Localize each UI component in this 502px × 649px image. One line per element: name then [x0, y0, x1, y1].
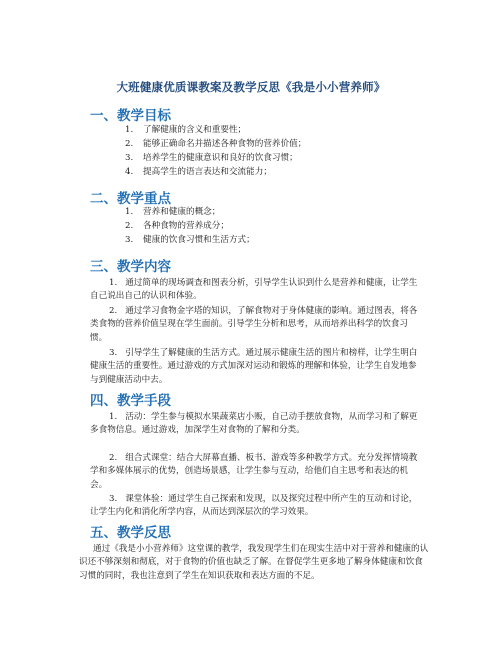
paragraph-text: 课堂体验：通过学生自己探索和发现，以及探究过程中所产生的互动和讨论，让学生内化和消化所学内容，从而达到深层次的学习效果。 — [90, 493, 418, 518]
section-heading-content: 三、教学内容 — [90, 259, 171, 275]
paragraph-text: 活动：学生参与模拟水果蔬菜店小贩，自己动手摆放食物，从而学习和了解更多食物信息。通过游戏，加深学生对食物的了解和分类。 — [90, 411, 418, 436]
list-item-number: 2. — [125, 139, 134, 149]
paragraph-text: 组合式课堂：结合大屏幕直播、板书、游戏等多种教学方式。充分发挥情境教学和多媒体展示的优势，创造场景感，让学生参与互动，给他们自主思考和表达的机会。 — [90, 452, 418, 490]
paragraph-number: 3. — [109, 347, 118, 358]
paragraph-number: 2. — [109, 305, 118, 316]
content-paragraph — [90, 277, 420, 304]
list-item-number: 1. — [125, 207, 134, 217]
document-title: 大班健康优质课教案及教学反思《我是小小营养师》 — [116, 80, 386, 94]
section-heading-key-points: 二、教学重点 — [90, 191, 171, 207]
content-paragraph — [90, 347, 420, 388]
paragraph-text: 引导学生了解健康的生活方式。通过展示健康生活的图片和榜样，让学生明白健康生活的重要性。通过游戏的方式加深对运动和锻炼的理解和体验，让学生自发地参与到健康活动中去。 — [90, 347, 418, 385]
list-item-text: 能够正确命名并描述各种食物的营养价值； — [143, 139, 307, 149]
list-item-number: 3. — [125, 153, 134, 163]
list-item-text: 健康的饮食习惯和生活方式； — [143, 235, 255, 245]
paragraph-text: 通过学习食物金字塔的知识，了解食物对于身体健康的影响。通过图表，将各类食物的营养价值呈现在学生面前。引导学生分析和思考，从而培养出科学的饮食习惯。 — [90, 305, 418, 343]
methods-paragraph — [90, 493, 420, 520]
list-item-number: 3. — [125, 235, 134, 245]
content-paragraph — [90, 305, 420, 346]
paragraph-number: 1. — [109, 411, 118, 422]
list-item-text: 各种食物的营养成分； — [143, 221, 229, 231]
section-heading-objectives: 一、教学目标 — [90, 108, 171, 124]
list-item-number: 2. — [125, 221, 134, 231]
paragraph-number: 2. — [109, 452, 118, 463]
section-heading-methods: 四、教学手段 — [90, 393, 171, 409]
section-heading-reflection: 五、教学反思 — [90, 525, 171, 541]
list-item-number: 1. — [125, 125, 134, 135]
list-item-text: 了解健康的含义和重要性； — [143, 125, 247, 135]
methods-paragraph — [90, 411, 420, 438]
paragraph-number: 1. — [109, 277, 118, 288]
list-item-number: 4. — [125, 167, 134, 177]
paragraph-number: 3. — [109, 493, 118, 504]
list-item-text: 提高学生的语言表达和交流能力； — [143, 167, 272, 177]
list-item-text: 营养和健康的概念； — [143, 207, 221, 217]
list-item-text: 培养学生的健康意识和良好的饮食习惯； — [143, 153, 298, 163]
reflection-paragraph: 通过《我是小小营养师》这堂课的教学，我发现学生们在现实生活中对于营养和健康的认识还不够深刻和彻底，对于食物的价值也缺乏了解。在督促学生更多地了解身体健康和饮食习惯的同时，我也注意到了学生在知识获取和表达方面的不足。 — [79, 543, 429, 581]
methods-paragraph — [90, 452, 420, 493]
paragraph-text: 通过简单的现场调查和图表分析，引导学生认识到什么是营养和健康，让学生自己说出自己的认识和体验。 — [90, 277, 418, 302]
